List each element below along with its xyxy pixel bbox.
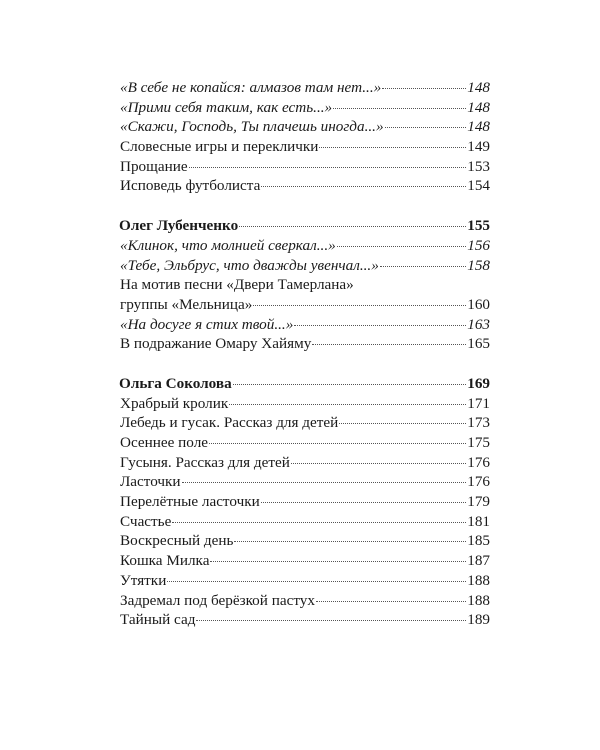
toc-entry-page-number: 188 (467, 591, 490, 609)
toc-entry (119, 610, 490, 630)
toc-entry-page-number: 189 (467, 611, 490, 629)
toc-entry (119, 492, 490, 512)
author-heading-title: Олег Лубенченко (119, 217, 239, 235)
toc-entry-title: Воскресный день (120, 532, 234, 550)
dot-leader (261, 186, 466, 187)
author-heading-title: Ольга Соколова (119, 374, 232, 392)
toc-entry-page-number: 176 (467, 453, 490, 471)
dot-leader (253, 305, 466, 306)
toc-entry-page-number: 154 (467, 177, 490, 195)
toc-section (119, 374, 490, 630)
toc-entry-page-number: 179 (467, 493, 490, 511)
author-heading (119, 374, 490, 394)
toc-entry (119, 117, 490, 137)
toc-entry-title: «На досуге я стих твой...» (120, 315, 294, 333)
toc-entry-page-number: 153 (467, 157, 490, 175)
dot-leader (294, 325, 466, 326)
toc-entry-page-number: 148 (467, 118, 490, 136)
toc-entry (119, 334, 490, 354)
toc-entry-title: «Скажи, Господь, Ты плачешь иногда...» (120, 118, 384, 136)
toc-entry (119, 236, 490, 256)
toc-section (119, 216, 490, 354)
toc-entry-page-number: 173 (467, 414, 490, 432)
dot-leader (172, 522, 466, 523)
toc-entry-title: Прощание (120, 157, 188, 175)
dot-leader (312, 344, 466, 345)
dot-leader (261, 502, 467, 503)
toc-entry-page-number: 156 (467, 236, 490, 254)
toc-entry-title: Кошка Милка (120, 552, 210, 570)
toc-entry (119, 157, 490, 177)
toc-entry-title-line: На мотив песни «Двери Тамерлана» (120, 276, 354, 294)
toc-entry (119, 551, 490, 571)
toc-entry (119, 453, 490, 473)
dot-leader (229, 404, 466, 405)
dot-leader (182, 482, 467, 483)
toc-entry (119, 433, 490, 453)
dot-leader (291, 463, 466, 464)
toc-entry-title: группы «Мельница» (120, 295, 253, 313)
dot-leader (339, 423, 466, 424)
toc-entry-page-number: 188 (467, 571, 490, 589)
toc-entry-page-number: 148 (467, 98, 490, 116)
toc-entry-page-number: 163 (467, 315, 490, 333)
dot-leader (380, 266, 466, 267)
toc-entry-page-number: 149 (467, 138, 490, 156)
toc-entry-title: «В себе не копайся: алмазов там нет...» (120, 79, 382, 96)
toc-entry (119, 78, 490, 98)
dot-leader (209, 443, 466, 444)
dot-leader (210, 561, 466, 562)
toc-entry-page-number: 181 (467, 512, 490, 530)
dot-leader (319, 147, 466, 148)
toc-entry (119, 256, 490, 276)
dot-leader (333, 108, 466, 109)
dot-leader (233, 384, 467, 385)
author-heading (119, 216, 490, 236)
toc-entry-title: Перелётные ласточки (120, 493, 260, 511)
toc-section (119, 78, 490, 196)
toc-entry (119, 413, 490, 433)
dot-leader (167, 581, 466, 582)
toc-entry-title: Храбрый кролик (120, 394, 229, 412)
toc-entry-title: Счастье (120, 512, 172, 530)
toc-entry-title: Задремал под берёзкой пастух (120, 591, 315, 609)
table-of-contents (119, 78, 490, 650)
toc-entry (119, 315, 490, 335)
toc-entry-title: «Клинок, что молнией сверкал...» (120, 236, 336, 254)
author-heading-page-number: 169 (467, 374, 490, 392)
toc-entry-page-number: 185 (467, 532, 490, 550)
dot-leader (337, 246, 467, 247)
toc-entry-page-number: 160 (467, 295, 490, 313)
dot-leader (385, 127, 467, 128)
toc-entry-page-number: 187 (467, 552, 490, 570)
toc-entry-title: Тайный сад (120, 611, 196, 629)
toc-entry (119, 531, 490, 551)
toc-entry-title: Словесные игры и переклички (120, 138, 319, 156)
toc-entry (119, 176, 490, 196)
dot-leader (234, 541, 466, 542)
toc-entry-title: Исповедь футболиста (120, 177, 261, 195)
toc-entry-page-number: 165 (467, 335, 490, 353)
toc-entry (119, 295, 490, 315)
toc-entry (119, 571, 490, 591)
toc-entry-title: «Прими себя таким, как есть...» (120, 98, 333, 116)
toc-entry-page-number: 148 (467, 79, 490, 96)
dot-leader (316, 601, 466, 602)
toc-entry-page-number: 175 (467, 434, 490, 451)
toc-entry-page-number: 171 (467, 394, 490, 412)
toc-entry-title: Лебедь и гусак. Рассказ для детей (120, 414, 339, 432)
toc-entry (119, 591, 490, 611)
toc-entry (119, 472, 490, 492)
toc-entry-title: «Тебе, Эльбрус, что дважды увенчал...» (120, 256, 379, 274)
toc-entry-title: Утятки (120, 571, 167, 589)
toc-entry-page-number: 158 (467, 256, 490, 274)
toc-entry (119, 98, 490, 118)
toc-entry (119, 512, 490, 532)
dot-leader (196, 620, 466, 621)
toc-entry-title: Ласточки (120, 473, 181, 491)
toc-entry (119, 394, 490, 414)
toc-entry (119, 137, 490, 157)
author-heading-page-number: 155 (467, 217, 490, 235)
toc-entry-title: В подражание Омару Хайяму (120, 335, 312, 353)
toc-entry-title: Гусыня. Рассказ для детей (120, 453, 290, 471)
toc-entry-title: Осеннее поле (120, 434, 209, 451)
dot-leader (239, 226, 466, 227)
dot-leader (382, 88, 466, 89)
dot-leader (189, 167, 467, 168)
toc-entry-page-number: 176 (467, 473, 490, 491)
